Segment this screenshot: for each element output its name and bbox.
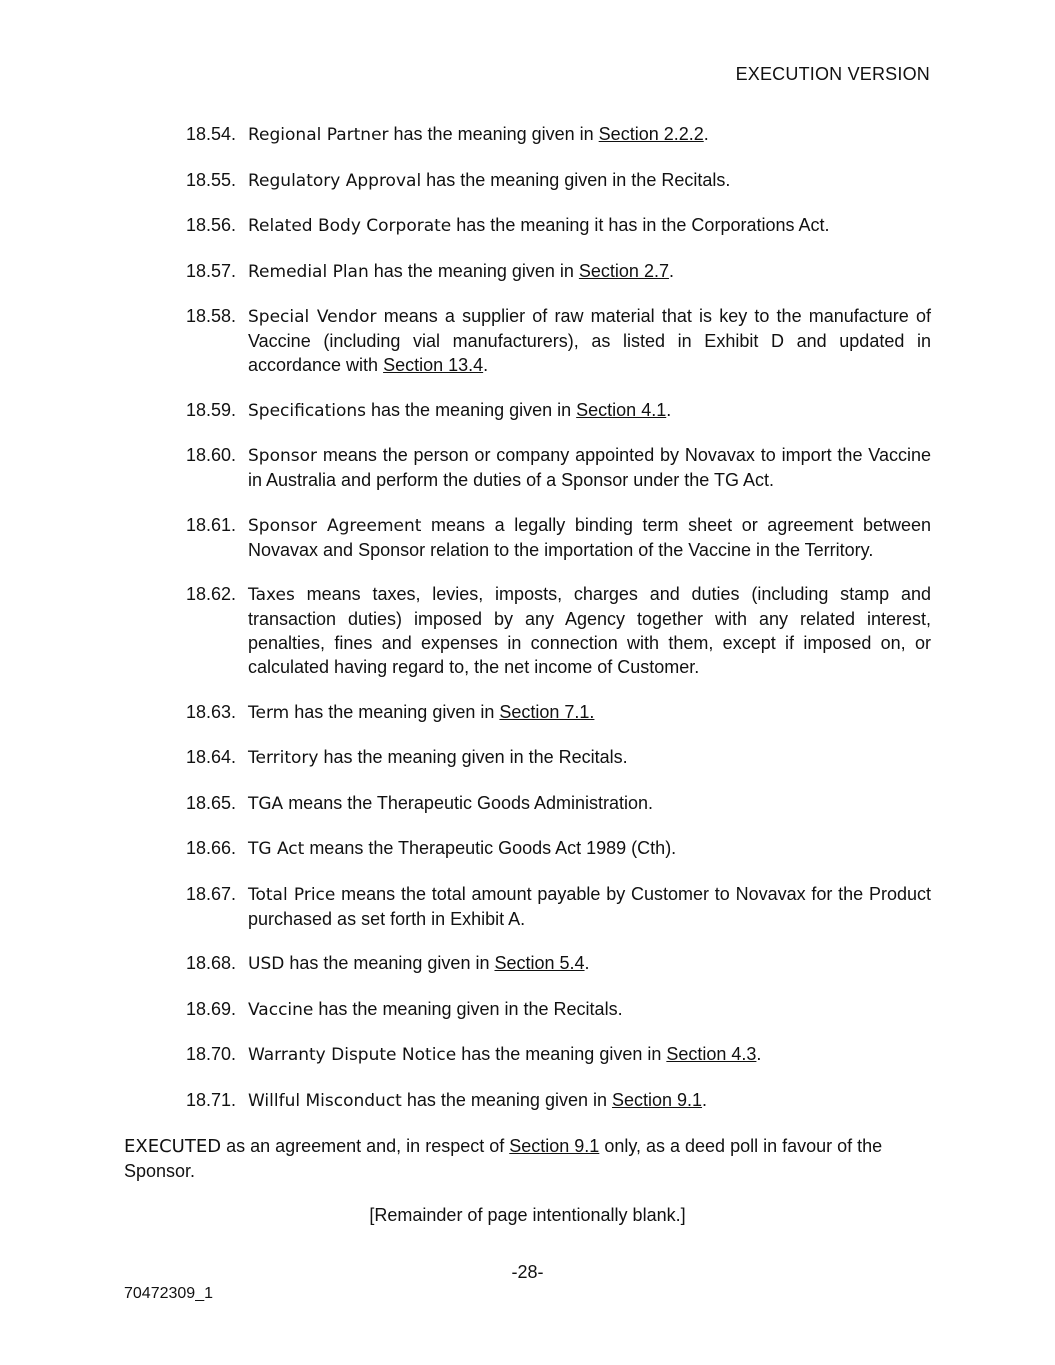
definition-body: means the Therapeutic Goods Act 1989 (Cth). bbox=[304, 838, 677, 858]
definition-number: 18.64. bbox=[186, 747, 237, 767]
section-reference: Section 4.3 bbox=[666, 1044, 757, 1064]
definition-body: has the meaning given in the Recitals. bbox=[318, 747, 628, 767]
definition-text bbox=[248, 213, 931, 238]
definition-item bbox=[186, 213, 931, 238]
defined-term: USD bbox=[248, 954, 285, 974]
definition-number: 18.63. bbox=[186, 701, 237, 722]
definition-item bbox=[186, 1042, 931, 1067]
defined-term: Related Body Corporate bbox=[248, 216, 452, 236]
execution-text: as an agreement and, in respect of bbox=[221, 1136, 510, 1156]
definitions-list bbox=[186, 122, 931, 1133]
definition-item bbox=[186, 168, 931, 193]
defined-term: Regional Partner bbox=[248, 125, 389, 145]
execution-clause bbox=[124, 1134, 931, 1183]
definition-number: 18.58. bbox=[186, 306, 237, 326]
definition-text bbox=[248, 168, 931, 193]
definition-suffix: . bbox=[584, 953, 590, 973]
definition-number: 18.67. bbox=[186, 883, 237, 904]
definition-item bbox=[186, 1088, 931, 1113]
definition-body: means a legally binding term sheet or agreement between Novavax and Sponsor relation to the importation of the Vaccine in the Territory. bbox=[248, 514, 931, 560]
definition-item bbox=[186, 745, 931, 770]
definition-item bbox=[186, 122, 931, 147]
definition-number: 18.62. bbox=[186, 584, 237, 604]
definition-item bbox=[186, 836, 931, 861]
definition-text bbox=[248, 1088, 931, 1113]
definition-body: has the meaning given in bbox=[401, 1089, 612, 1110]
defined-term: Vaccine bbox=[248, 999, 314, 1020]
definition-number: 18.57. bbox=[186, 260, 237, 281]
definition-number: 18.55. bbox=[186, 169, 237, 190]
definition-item bbox=[186, 951, 931, 976]
definition-item bbox=[186, 582, 931, 679]
definition-text bbox=[248, 398, 931, 423]
definition-body: has the meaning given in bbox=[289, 701, 500, 722]
definition-item bbox=[186, 259, 931, 284]
definition-text bbox=[248, 513, 931, 562]
page-number: -28- bbox=[511, 1262, 544, 1282]
definition-body: has the meaning given in bbox=[366, 399, 577, 420]
execution-suffix: only, as a deed poll in favour of the Sponsor. bbox=[124, 1136, 883, 1181]
definition-text bbox=[248, 951, 931, 976]
definition-suffix: . bbox=[703, 124, 709, 144]
definition-body: has the meaning given in bbox=[456, 1044, 667, 1064]
definition-number: 18.56. bbox=[186, 215, 237, 235]
definition-number: 18.59. bbox=[186, 399, 237, 420]
definition-text bbox=[248, 1042, 931, 1067]
definition-body: has the meaning given in bbox=[368, 260, 579, 281]
defined-term: Sponsor bbox=[248, 446, 318, 466]
section-reference: Section 2.2.2 bbox=[598, 124, 704, 144]
definition-text bbox=[248, 745, 931, 770]
definition-text bbox=[248, 582, 931, 679]
definition-text bbox=[248, 304, 931, 377]
definition-body: has the meaning it has in the Corporations Act. bbox=[451, 215, 830, 235]
definition-item bbox=[186, 882, 931, 931]
definition-number: 18.70. bbox=[186, 1044, 237, 1064]
definition-text bbox=[248, 700, 931, 725]
definition-text bbox=[248, 443, 931, 492]
definition-number: 18.68. bbox=[186, 953, 237, 973]
section-reference: Section 13.4 bbox=[383, 355, 484, 375]
definition-body: means a supplier of raw material that is key to the manufacture of Vaccine (including vial manufacturers), as listed in Exhibit D and updated in accordance with bbox=[248, 306, 931, 375]
defined-term: TG Act bbox=[248, 839, 305, 859]
defined-term: Total Price bbox=[248, 884, 336, 905]
defined-term: Sponsor Agreement bbox=[248, 515, 422, 536]
definition-number: 18.71. bbox=[186, 1089, 237, 1110]
definition-suffix: . bbox=[756, 1044, 762, 1064]
definition-body: has the meaning given in bbox=[388, 124, 599, 144]
definition-item bbox=[186, 443, 931, 492]
defined-term: Specifications bbox=[248, 400, 367, 421]
defined-term: Taxes bbox=[248, 585, 295, 605]
definition-text bbox=[248, 997, 931, 1022]
definition-text bbox=[248, 122, 931, 147]
defined-term: Warranty Dispute Notice bbox=[248, 1045, 457, 1065]
definition-item bbox=[186, 997, 931, 1022]
execution-version-header: EXECUTION VERSION bbox=[735, 64, 930, 84]
definition-suffix: . bbox=[483, 355, 489, 375]
defined-term: TGA bbox=[248, 793, 284, 814]
definition-text bbox=[248, 791, 931, 816]
section-reference: Section 5.4 bbox=[494, 953, 585, 973]
definition-item bbox=[186, 700, 931, 725]
definition-number: 18.65. bbox=[186, 792, 237, 813]
definition-body: has the meaning given in bbox=[284, 953, 495, 973]
section-reference: Section 9.1 bbox=[509, 1136, 600, 1156]
definition-suffix: . bbox=[702, 1089, 708, 1110]
definition-text bbox=[248, 259, 931, 284]
definition-number: 18.54. bbox=[186, 124, 237, 144]
definition-item bbox=[186, 304, 931, 377]
definition-body: has the meaning given in the Recitals. bbox=[421, 169, 731, 190]
defined-term: Remedial Plan bbox=[248, 261, 369, 282]
definition-item bbox=[186, 398, 931, 423]
definition-body: has the meaning given in the Recitals. bbox=[313, 998, 623, 1019]
definition-body: means taxes, levies, imposts, charges and duties (including stamp and transaction duties) imposed by any Agency together with any related interest, penalties, fines and expenses in connection with them, except if imposed on, or calculated having regard to, the net income of Customer. bbox=[248, 584, 931, 677]
document-id: 70472309_1 bbox=[124, 1285, 213, 1302]
executed-lead: EXECUTED bbox=[124, 1136, 222, 1157]
definition-number: 18.69. bbox=[186, 998, 237, 1019]
defined-term: Willful Misconduct bbox=[248, 1090, 402, 1111]
section-reference: Section 4.1 bbox=[576, 399, 667, 420]
defined-term: Territory bbox=[248, 748, 319, 768]
definition-body: means the person or company appointed by Novavax to import the Vaccine in Australia and perform the duties of a Sponsor under the TG Act. bbox=[248, 445, 931, 490]
definition-number: 18.66. bbox=[186, 838, 237, 858]
definition-suffix: . bbox=[666, 399, 672, 420]
defined-term: Term bbox=[248, 702, 290, 723]
defined-term: Regulatory Approval bbox=[248, 170, 422, 191]
definition-suffix: . bbox=[668, 260, 674, 281]
definition-text bbox=[248, 836, 931, 861]
definition-number: 18.61. bbox=[186, 514, 237, 535]
definition-number: 18.60. bbox=[186, 445, 237, 465]
definition-item bbox=[186, 791, 931, 816]
section-reference: Section 9.1 bbox=[611, 1089, 703, 1110]
defined-term: Special Vendor bbox=[248, 307, 377, 327]
section-reference: Section 7.1. bbox=[499, 701, 595, 722]
remainder-note: [Remainder of page intentionally blank.] bbox=[369, 1205, 686, 1225]
definition-body: means the total amount payable by Customer to Novavax for the Product purchased as set forth in Exhibit A. bbox=[248, 883, 932, 929]
definition-text bbox=[248, 882, 931, 931]
definition-body: means the Therapeutic Goods Administration. bbox=[283, 792, 654, 813]
definition-item bbox=[186, 513, 931, 562]
section-reference: Section 2.7 bbox=[578, 260, 669, 281]
